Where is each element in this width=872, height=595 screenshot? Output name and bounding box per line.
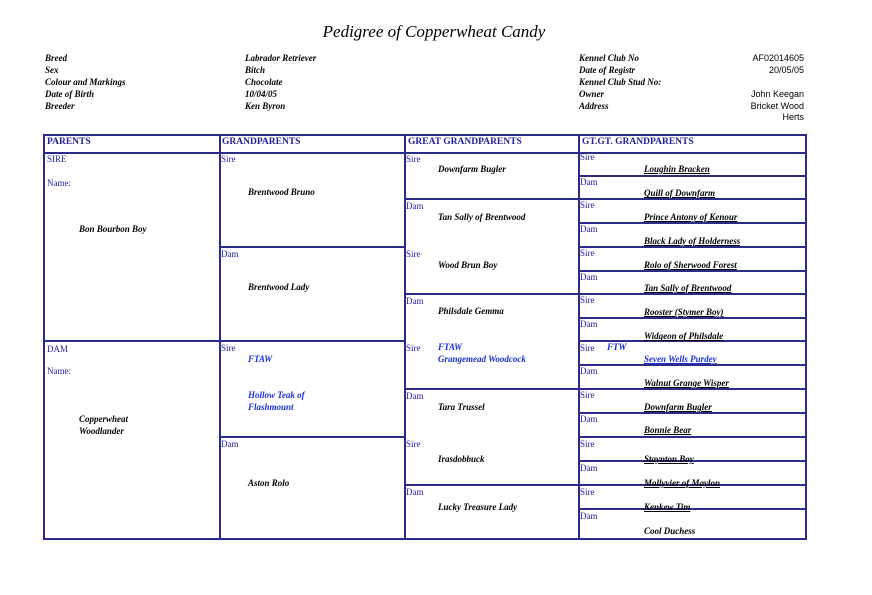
great-grandparent-1: Downfarm Bugler — [438, 164, 506, 174]
gtgt-grandparent-2: Quill of Downfarm — [644, 188, 716, 198]
row-divider — [404, 293, 579, 295]
sire-tag: Sire — [406, 154, 421, 164]
dam-tag: Dam — [580, 224, 598, 234]
row-divider — [219, 246, 405, 248]
dam-tag: Dam — [221, 249, 239, 259]
sire-tag: Sire — [406, 439, 421, 449]
grandparent-dam-sire-line2: Flashmount — [248, 402, 294, 412]
header-parents: PARENTS — [47, 137, 91, 147]
kc-number-label: Kennel Club No — [579, 53, 640, 63]
row-divider — [578, 222, 805, 224]
great-grandparent-5: Grangemead Woodcock — [438, 354, 526, 364]
dob-label: Date of Birth — [45, 89, 95, 99]
sex-value: Bitch — [245, 65, 266, 75]
row-divider — [45, 340, 405, 342]
row-divider — [578, 293, 805, 295]
sire-tag: SIRE — [47, 154, 67, 164]
parent-sire-name: Bon Bourbon Boy — [79, 224, 147, 234]
parent-dam-name-line2: Woodlander — [79, 426, 124, 436]
column-divider — [578, 136, 580, 538]
dam-tag: Dam — [406, 391, 424, 401]
column-divider — [219, 136, 221, 538]
sire-tag: Sire — [580, 200, 595, 210]
grandparent-dam-dam: Aston Rolo — [248, 478, 290, 488]
dam-tag: DAM — [47, 344, 69, 354]
colour-value: Chocolate — [245, 77, 283, 87]
header-gtgt-grandparents: GT.GT. GRANDPARENTS — [582, 137, 694, 147]
row-divider — [578, 412, 805, 414]
gtgt-grandparent-11: Downfarm Bugler — [644, 402, 712, 412]
dam-tag: Dam — [406, 201, 424, 211]
row-divider — [578, 317, 805, 319]
sire-tag: Sire — [221, 154, 236, 164]
grandparent-dam-sire-line1: Hollow Teak of — [248, 390, 305, 400]
stud-number-label: Kennel Club Stud No: — [579, 77, 662, 87]
breed-value: Labrador Retriever — [245, 53, 317, 63]
great-grandparent-7: Irasdobbuck — [438, 454, 485, 464]
breed-label: Breed — [45, 53, 67, 63]
gtgt-grandparent-15: Kenkew Tim — [644, 502, 691, 512]
dam-tag: Dam — [580, 366, 598, 376]
breeder-label: Breeder — [45, 101, 75, 111]
parent-dam-name-line1: Copperwheat — [79, 414, 129, 424]
sire-tag: Sire — [406, 249, 421, 259]
row-divider — [578, 175, 805, 177]
address-line1: Bricket Wood — [750, 101, 804, 111]
gtgt-grandparent-12: Bonnie Bear — [644, 425, 692, 435]
sex-label: Sex — [45, 65, 59, 75]
great-grandparent-3: Wood Brun Boy — [438, 260, 498, 270]
sire-tag: Sire — [580, 248, 595, 258]
gtgt-grandparent-8: Widgeon of Philsdale — [644, 331, 724, 341]
registration-date-label: Date of Registr — [579, 65, 635, 75]
row-divider — [578, 436, 805, 438]
great-grandparent-2: Tan Sally of Brentwood — [438, 212, 526, 222]
sire-tag: Sire — [221, 343, 236, 353]
gtgt-grandparent-7: Rooster (Stymer Boy) — [644, 307, 724, 317]
row-divider — [578, 270, 805, 272]
address-label: Address — [579, 101, 609, 111]
pedigree-table — [43, 134, 807, 540]
dob-value: 10/04/05 — [245, 89, 278, 99]
sire-tag: Sire — [580, 439, 595, 449]
kc-number-value: AF02014605 — [752, 53, 804, 63]
great-grandparent-4: Philsdale Gemma — [438, 306, 504, 316]
header-grandparents: GRANDPARENTS — [222, 137, 301, 147]
great-grandparent-8: Lucky Treasure Lady — [438, 502, 518, 512]
owner-value: John Keegan — [750, 89, 804, 99]
page-title: Pedigree of Copperwheat Candy — [322, 22, 546, 41]
dam-tag: Dam — [406, 296, 424, 306]
registration-date-value: 20/05/05 — [768, 65, 804, 75]
owner-label: Owner — [579, 89, 605, 99]
grandparent-sire-dam: Brentwood Lady — [248, 282, 310, 292]
header-row — [45, 136, 805, 154]
gtgt-grandparent-4: Black Lady of Holderness — [644, 236, 741, 246]
dam-tag: Dam — [580, 319, 598, 329]
great-grandparent-5-title: FTAW — [438, 342, 463, 352]
sire-tag: Sire — [580, 487, 595, 497]
row-divider — [404, 198, 579, 200]
sire-tag: Sire — [580, 343, 595, 353]
header-great-grandparents: GREAT GRANDPARENTS — [408, 137, 522, 147]
row-divider — [578, 364, 805, 366]
gtgt-grandparent-9: Seven Wells Purdey — [644, 354, 717, 364]
row-divider — [404, 484, 579, 486]
sire-tag: Sire — [580, 390, 595, 400]
grandparent-sire-sire: Brentwood Bruno — [248, 187, 315, 197]
dam-tag: Dam — [580, 511, 598, 521]
name-tag: Name: — [47, 366, 71, 376]
colour-label: Colour and Markings — [45, 77, 126, 87]
great-grandparent-6: Tara Trussel — [438, 402, 485, 412]
gtgt-grandparent-9-title: FTW — [607, 342, 627, 352]
gtgt-grandparent-3: Prince Antony of Kenour — [644, 212, 738, 222]
gtgt-grandparent-14: Mollyvier of Maylon — [644, 478, 720, 488]
row-divider — [578, 246, 805, 248]
dam-tag: Dam — [221, 439, 239, 449]
row-divider — [578, 508, 805, 510]
breeder-value: Ken Byron — [245, 101, 286, 111]
row-divider — [578, 198, 805, 200]
dam-tag: Dam — [580, 414, 598, 424]
row-divider — [219, 436, 405, 438]
sire-tag: Sire — [406, 343, 421, 353]
gtgt-grandparent-13: Staynton Boy — [644, 454, 694, 464]
dam-tag: Dam — [580, 272, 598, 282]
name-tag: Name: — [47, 178, 71, 188]
grandparent-dam-sire-title: FTAW — [248, 354, 273, 364]
gtgt-grandparent-10: Walnut Grange Wisper — [644, 378, 729, 388]
dam-tag: Dam — [406, 487, 424, 497]
gtgt-grandparent-1: Loughin Bracken — [644, 164, 710, 174]
column-divider — [404, 136, 406, 538]
sire-tag: Sire — [580, 152, 595, 162]
sire-tag: Sire — [580, 295, 595, 305]
gtgt-grandparent-16: Cool Duchess — [644, 526, 696, 536]
dam-tag: Dam — [580, 463, 598, 473]
row-divider — [578, 388, 805, 390]
gtgt-grandparent-6: Tan Sally of Brentwood — [644, 283, 732, 293]
gtgt-grandparent-5: Rolo of Sherwood Forest — [644, 260, 737, 270]
row-divider — [404, 388, 579, 390]
address-line2: Herts — [782, 112, 804, 122]
dam-tag: Dam — [580, 177, 598, 187]
